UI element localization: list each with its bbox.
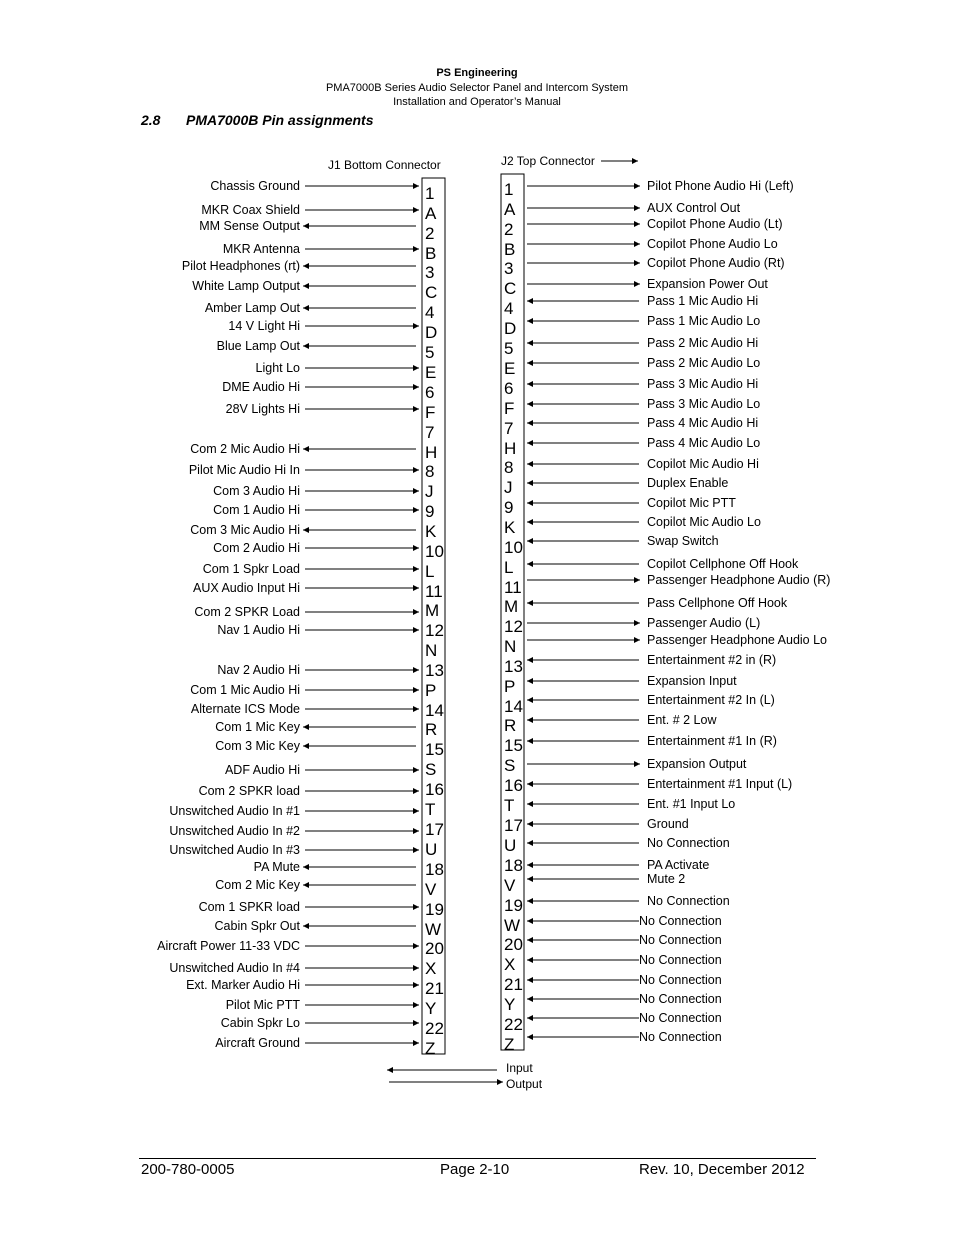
j2-pin-20: 20	[504, 935, 523, 954]
j2-signal-label: Mute 2	[647, 872, 686, 886]
j1-signal-unswitched-audio-in-1	[169, 804, 419, 818]
j1-pin-a: A	[425, 204, 437, 223]
j1-pin-18: 18	[425, 860, 444, 879]
j1-pin-w: W	[425, 920, 442, 939]
j2-signal-label: Pass 4 Mic Audio Hi	[647, 416, 759, 430]
j1-signal-com-3-audio-hi	[213, 484, 419, 498]
j2-signal-label: Ent. # 2 Low	[647, 713, 717, 727]
j1-signal-label: Unswitched Audio In #1	[169, 804, 300, 818]
j1-signal-label: 28V Lights Hi	[225, 402, 300, 416]
j1-signal-com-1-audio-hi	[213, 503, 419, 517]
j1-signal-nav-1-audio-hi	[217, 623, 419, 637]
j2-pin-w: W	[504, 916, 521, 935]
j1-signal-label: Nav 1 Audio Hi	[217, 623, 300, 637]
j1-signal-com-2-mic-key	[215, 878, 416, 892]
j1-signal-label: Unswitched Audio In #4	[169, 961, 300, 975]
j1-signal-label: Com 2 Audio Hi	[213, 541, 300, 555]
j2-pin-u: U	[504, 836, 517, 855]
j2-signal-label: Duplex Enable	[647, 476, 729, 490]
j1-pin-17: 17	[425, 820, 444, 839]
j2-signal-label: No Connection	[639, 992, 722, 1006]
j1-pin-20: 20	[425, 939, 444, 958]
j1-signal-label: Pilot Mic PTT	[225, 998, 300, 1012]
section-title: PMA7000B Pin assignments	[186, 112, 374, 128]
j1-pin-v: V	[425, 880, 437, 899]
j2-signal-label: Expansion Power Out	[647, 277, 768, 291]
j2-signal-duplex-enable	[527, 476, 728, 490]
j2-signal-pass-1-mic-audio-lo	[527, 314, 760, 328]
j1-signal-pilot-mic-ptt	[226, 998, 419, 1012]
j1-signal-unswitched-audio-in-2	[169, 824, 419, 838]
j1-signal-label: PA Mute	[253, 860, 300, 874]
j2-signal-pass-2-mic-audio-hi	[527, 336, 758, 350]
j2-signal-label: Expansion Input	[647, 674, 737, 688]
j2-pin-18: 18	[504, 856, 523, 875]
j2-signal-no-connection	[527, 914, 722, 928]
j1-signal-label: Com 1 Mic Audio Hi	[190, 683, 300, 697]
j1-signal-com-1-mic-audio-hi	[190, 683, 419, 697]
j2-pin-e: E	[504, 359, 516, 378]
j1-connector-title: J1 Bottom Connector	[328, 158, 441, 172]
j2-signal-no-connection	[527, 933, 722, 947]
j2-signal-copilot-phone-audio-rt	[527, 256, 785, 270]
j1-signal-pa-mute	[254, 860, 416, 874]
j1-signal-label: Com 1 Mic Key	[215, 720, 300, 734]
j2-signal-expansion-power-out	[527, 277, 768, 291]
j1-signal-label: Pilot Headphones (rt)	[181, 259, 300, 273]
j1-pin-21: 21	[425, 979, 444, 998]
j2-pin-y: Y	[504, 995, 516, 1014]
j1-signal-chassis-ground	[210, 179, 419, 193]
j2-pin-a: A	[504, 200, 516, 219]
j1-signal-com-2-spkr-load	[194, 605, 419, 619]
j2-signal-label: No Connection	[639, 1011, 722, 1025]
j2-signal-label: Copilot Mic PTT	[647, 496, 736, 510]
j1-signal-label: Aircraft Power 11-33 VDC	[157, 939, 300, 953]
j2-signal-pass-cellphone-off-hook	[527, 596, 788, 610]
j1-signal-ext-marker-audio-hi	[186, 978, 419, 992]
j2-pin-11: 11	[504, 578, 522, 597]
legend-output-label: Output	[506, 1077, 543, 1091]
j2-pin-j: J	[504, 478, 513, 497]
j2-signal-no-connection	[527, 992, 722, 1006]
j2-pin-17: 17	[504, 816, 523, 835]
j2-pin-6: 6	[504, 379, 514, 398]
j2-pin-n: N	[504, 637, 517, 656]
j2-signal-copilot-mic-audio-lo	[527, 515, 761, 529]
j2-signal-label: Copilot Cellphone Off Hook	[647, 557, 799, 571]
j1-pin-2: 2	[425, 224, 435, 243]
j2-signal-label: PA Activate	[647, 858, 710, 872]
j2-signal-aux-control-out	[527, 201, 741, 215]
j1-signal-mkr-antenna	[223, 242, 419, 256]
j1-signal-label: Cabin Spkr Out	[214, 919, 300, 933]
j1-pin-j: J	[425, 482, 434, 501]
j2-signal-expansion-output	[527, 757, 747, 771]
j1-pin-8: 8	[425, 462, 435, 481]
j2-signal-label: Pass 3 Mic Audio Hi	[647, 377, 759, 391]
j1-signal-label: Nav 2 Audio Hi	[217, 663, 300, 677]
header-manual: Installation and Operator’s Manual	[393, 96, 561, 108]
j1-signal-aircraft-ground	[215, 1036, 419, 1050]
j2-signal-entertainment-1-input-l	[527, 777, 792, 791]
j1-signal-label: Amber Lamp Out	[204, 301, 300, 315]
j2-signal-ent-2-low	[527, 713, 717, 727]
j2-signal-label: Pass Cellphone Off Hook	[647, 596, 788, 610]
j1-pin-s: S	[425, 760, 437, 779]
j1-signal-com-1-mic-key	[215, 720, 416, 734]
j2-pin-15: 15	[504, 736, 523, 755]
j2-pin-v: V	[504, 876, 516, 895]
j2-signal-label: No Connection	[647, 836, 730, 850]
legend-input-label: Input	[506, 1061, 533, 1075]
j1-signal-amber-lamp-out	[205, 301, 416, 315]
j2-signal-no-connection	[527, 973, 722, 987]
j1-pin-3: 3	[425, 263, 435, 282]
j1-signal-label: Com 2 Mic Key	[215, 878, 300, 892]
j1-pin-m: M	[425, 601, 440, 620]
j2-signal-copilot-phone-audio-lo	[527, 237, 778, 251]
j1-signal-label: Alternate ICS Mode	[190, 702, 300, 716]
j1-pin-13: 13	[425, 661, 444, 680]
j2-signal-label: Pass 1 Mic Audio Hi	[647, 294, 759, 308]
footer-revision: Rev. 10, December 2012	[639, 1161, 805, 1178]
j2-signal-no-connection	[527, 1030, 722, 1044]
j2-pin-f: F	[504, 399, 515, 418]
j1-signal-label: MM Sense Output	[199, 219, 300, 233]
j2-signal-passenger-headphone-audio-r	[527, 573, 830, 587]
j2-pin-22: 22	[504, 1015, 523, 1034]
j2-signal-passenger-headphone-audio-lo	[527, 633, 827, 647]
j2-pin-19: 19	[504, 896, 523, 915]
j2-pin-13: 13	[504, 657, 523, 676]
j2-signal-label: Entertainment #1 In (R)	[647, 734, 777, 748]
j2-pin-k: K	[504, 518, 516, 537]
j1-signal-unswitched-audio-in-3	[169, 843, 419, 857]
j2-signal-pass-4-mic-audio-lo	[527, 436, 760, 450]
j2-signal-label: Entertainment #2 in (R)	[647, 653, 777, 667]
j2-pin-l: L	[504, 558, 514, 577]
j1-pin-e: E	[425, 363, 437, 382]
j2-signal-label: Entertainment #2 In (L)	[647, 693, 775, 707]
j1-signal-mm-sense-output	[199, 219, 416, 233]
j2-pin-5: 5	[504, 339, 514, 358]
j1-signal-blue-lamp-out	[217, 339, 416, 353]
j2-signal-label: Pass 3 Mic Audio Lo	[647, 397, 761, 411]
j2-signal-pass-2-mic-audio-lo	[527, 356, 760, 370]
j2-pin-10: 10	[504, 538, 523, 557]
j1-signal-label: Com 3 Mic Key	[215, 739, 300, 753]
j1-signal-cabin-spkr-lo	[221, 1016, 419, 1030]
j1-pin-c: C	[425, 283, 438, 302]
j1-pin-4: 4	[425, 303, 435, 322]
j2-pin-12: 12	[504, 617, 523, 636]
j1-pin-10: 10	[425, 542, 444, 561]
j2-pin-t: T	[504, 796, 515, 815]
j1-pin-u: U	[425, 840, 438, 859]
j1-pin-z: Z	[425, 1039, 436, 1058]
j1-pin-b: B	[425, 244, 437, 263]
j1-signal-label: Com 3 Mic Audio Hi	[190, 523, 300, 537]
j2-signal-label: Passenger Audio (L)	[647, 616, 761, 630]
j1-signal-list	[157, 179, 419, 1050]
j2-pin-r: R	[504, 716, 517, 735]
j2-signal-mute-2	[527, 872, 685, 886]
j2-signal-no-connection	[527, 1011, 722, 1025]
j2-signal-label: Pass 2 Mic Audio Hi	[647, 336, 759, 350]
j2-signal-label: No Connection	[639, 973, 722, 987]
j2-signal-label: Passenger Headphone Audio Lo	[647, 633, 828, 647]
j2-pin-8: 8	[504, 458, 514, 477]
j1-signal-white-lamp-output	[192, 279, 416, 293]
j2-pin-h: H	[504, 439, 517, 458]
j1-pin-p: P	[425, 681, 437, 700]
j1-signal-label: White Lamp Output	[192, 279, 300, 293]
j2-pin-c: C	[504, 279, 517, 298]
j1-pin-22: 22	[425, 1019, 444, 1038]
footer-page-number: Page 2-10	[440, 1161, 510, 1178]
j1-signal-label: Blue Lamp Out	[216, 339, 300, 353]
j1-pin-12: 12	[425, 621, 444, 640]
j1-signal-14-v-light-hi	[228, 319, 419, 333]
j2-signal-passenger-audio-l	[527, 616, 760, 630]
j1-pin-6: 6	[425, 383, 435, 402]
j1-signal-light-lo	[256, 361, 419, 375]
j2-signal-label: Expansion Output	[647, 757, 747, 771]
j2-signal-label: Entertainment #1 Input (L)	[647, 777, 793, 791]
j2-signal-expansion-input	[527, 674, 737, 688]
j2-signal-label: Pass 1 Mic Audio Lo	[647, 314, 761, 328]
j2-signal-label: AUX Control Out	[647, 201, 741, 215]
j1-signal-aircraft-power-11-33-vdc	[157, 939, 419, 953]
j1-signal-com-3-mic-audio-hi	[190, 523, 416, 537]
j1-signal-label: Com 3 Audio Hi	[213, 484, 300, 498]
j2-signal-list	[527, 179, 830, 1044]
j1-signal-mkr-coax-shield	[201, 203, 419, 217]
j2-signal-ent-1-input-lo	[527, 797, 735, 811]
footer-rule	[139, 1158, 816, 1159]
j2-pin-d: D	[504, 319, 517, 338]
j2-signal-label: Pass 2 Mic Audio Lo	[647, 356, 761, 370]
j2-pin-x: X	[504, 955, 516, 974]
j1-pin-h: H	[425, 443, 438, 462]
j1-pin-1: 1	[425, 184, 435, 203]
j1-signal-label: DME Audio Hi	[222, 380, 300, 394]
j1-signal-pilot-headphones-rt	[182, 259, 416, 273]
j1-signal-unswitched-audio-in-4	[169, 961, 419, 975]
j1-signal-label: Com 1 Spkr Load	[202, 562, 300, 576]
j1-signal-label: Ext. Marker Audio Hi	[186, 978, 300, 992]
j2-pin-21: 21	[504, 975, 523, 994]
j1-signal-label: Light Lo	[255, 361, 300, 375]
j2-signal-copilot-cellphone-off-hook	[527, 557, 799, 571]
j1-signal-com-2-audio-hi	[213, 541, 419, 555]
j1-signal-label: Unswitched Audio In #2	[169, 824, 300, 838]
j1-signal-com-3-mic-key	[215, 739, 416, 753]
j2-pin-p: P	[504, 677, 516, 696]
j2-signal-pass-4-mic-audio-hi	[527, 416, 758, 430]
j1-signal-28v-lights-hi	[226, 402, 419, 416]
j1-pin-5: 5	[425, 343, 435, 362]
j2-signal-label: Copilot Phone Audio (Lt)	[647, 217, 783, 231]
j1-signal-com-2-mic-audio-hi	[190, 442, 416, 456]
j2-signal-label: Copilot Mic Audio Lo	[647, 515, 761, 529]
j2-signal-entertainment-1-in-r	[527, 734, 777, 748]
j2-signal-ground	[527, 817, 689, 831]
section-number: 2.8	[141, 112, 161, 128]
j1-signal-com-1-spkr-load	[203, 562, 419, 576]
j2-signal-label: Ent. #1 Input Lo	[647, 797, 736, 811]
j1-signal-label: Com 2 SPKR load	[198, 784, 300, 798]
j1-pin-19: 19	[425, 900, 444, 919]
j2-signal-label: No Connection	[647, 894, 730, 908]
j2-connector-title: J2 Top Connector	[501, 154, 595, 168]
j2-signal-label: Ground	[647, 817, 689, 831]
j1-pin-f: F	[425, 403, 436, 422]
j2-signal-label: Pilot Phone Audio Hi (Left)	[647, 179, 794, 193]
header-product: PMA7000B Series Audio Selector Panel and Intercom System	[325, 82, 629, 94]
j2-pin-b: B	[504, 240, 516, 259]
j1-pin-7: 7	[425, 423, 435, 442]
j1-signal-label: Chassis Ground	[210, 179, 300, 193]
j1-signal-label: Cabin Spkr Lo	[220, 1016, 300, 1030]
j1-signal-label: Aircraft Ground	[215, 1036, 300, 1050]
j1-signal-label: Unswitched Audio In #3	[169, 843, 300, 857]
j1-signal-label: Com 2 SPKR Load	[194, 605, 300, 619]
j1-signal-cabin-spkr-out	[215, 919, 416, 933]
j2-pin-4: 4	[504, 299, 514, 318]
j1-pin-16: 16	[425, 780, 444, 799]
j1-signal-nav-2-audio-hi	[217, 663, 419, 677]
j2-signal-no-connection	[527, 836, 730, 850]
j2-signal-pass-3-mic-audio-hi	[527, 377, 758, 391]
j2-pin-14: 14	[504, 697, 523, 716]
j1-pin-11: 11	[425, 582, 443, 601]
j1-signal-alternate-ics-mode	[191, 702, 419, 716]
j1-signal-com-2-spkr-load	[199, 784, 419, 798]
j2-pin-16: 16	[504, 776, 523, 795]
j1-pin-k: K	[425, 522, 437, 541]
j1-pin-l: L	[425, 562, 435, 581]
j2-pin-m: M	[504, 597, 519, 616]
j2-signal-entertainment-2-in-r	[527, 653, 776, 667]
j1-signal-label: Com 1 Audio Hi	[213, 503, 300, 517]
j1-signal-label: AUX Audio Input Hi	[192, 581, 300, 595]
j2-pin-s: S	[504, 756, 516, 775]
footer-doc-number: 200-780-0005	[141, 1161, 235, 1178]
j1-signal-label: MKR Coax Shield	[201, 203, 300, 217]
j2-signal-label: Copilot Phone Audio (Rt)	[647, 256, 785, 270]
j1-pin-column	[425, 184, 444, 1058]
j2-pin-1: 1	[504, 180, 514, 199]
j2-pin-2: 2	[504, 220, 514, 239]
j2-pin-column	[504, 180, 523, 1054]
j2-signal-pass-1-mic-audio-hi	[527, 294, 758, 308]
j1-signal-label: MKR Antenna	[222, 242, 300, 256]
j2-signal-swap-switch	[527, 534, 719, 548]
j2-signal-label: Copilot Mic Audio Hi	[647, 457, 759, 471]
j1-signal-label: Com 1 SPKR load	[198, 900, 300, 914]
j1-pin-14: 14	[425, 701, 444, 720]
j2-signal-copilot-phone-audio-lt	[527, 217, 783, 231]
j2-signal-label: No Connection	[639, 914, 722, 928]
j2-pin-9: 9	[504, 498, 514, 517]
j1-pin-t: T	[425, 800, 436, 819]
j1-signal-dme-audio-hi	[222, 380, 419, 394]
j1-signal-label: Com 2 Mic Audio Hi	[190, 442, 300, 456]
j2-signal-no-connection	[527, 894, 730, 908]
j2-pin-z: Z	[504, 1035, 515, 1054]
j1-signal-label: ADF Audio Hi	[224, 763, 300, 777]
j2-signal-pa-activate	[527, 858, 709, 872]
j2-signal-label: Copilot Phone Audio Lo	[647, 237, 778, 251]
j1-pin-9: 9	[425, 502, 435, 521]
j2-signal-label: Passenger Headphone Audio (R)	[647, 573, 831, 587]
header-company: PS Engineering	[436, 67, 518, 79]
j1-pin-15: 15	[425, 740, 444, 759]
j2-signal-copilot-mic-audio-hi	[527, 457, 759, 471]
j2-signal-no-connection	[527, 953, 722, 967]
j2-signal-label: No Connection	[639, 953, 722, 967]
j1-signal-aux-audio-input-hi	[193, 581, 419, 595]
j2-pin-3: 3	[504, 259, 514, 278]
j2-signal-copilot-mic-ptt	[527, 496, 736, 510]
j1-pin-y: Y	[425, 999, 437, 1018]
j1-pin-r: R	[425, 720, 438, 739]
j1-pin-x: X	[425, 959, 437, 978]
j1-signal-com-1-spkr-load	[199, 900, 419, 914]
j2-signal-label: No Connection	[639, 933, 722, 947]
j2-pin-7: 7	[504, 419, 514, 438]
j1-signal-label: Pilot Mic Audio Hi In	[188, 463, 300, 477]
j2-signal-label: Pass 4 Mic Audio Lo	[647, 436, 761, 450]
j2-signal-entertainment-2-in-l	[527, 693, 775, 707]
j1-signal-label: 14 V Light Hi	[228, 319, 300, 333]
j1-signal-pilot-mic-audio-hi-in	[189, 463, 419, 477]
j1-pin-n: N	[425, 641, 438, 660]
j2-signal-pass-3-mic-audio-lo	[527, 397, 760, 411]
j1-pin-d: D	[425, 323, 438, 342]
j2-signal-label: Swap Switch	[647, 534, 719, 548]
j2-signal-pilot-phone-audio-hi-left	[527, 179, 794, 193]
j2-signal-label: No Connection	[639, 1030, 722, 1044]
j1-signal-adf-audio-hi	[225, 763, 419, 777]
